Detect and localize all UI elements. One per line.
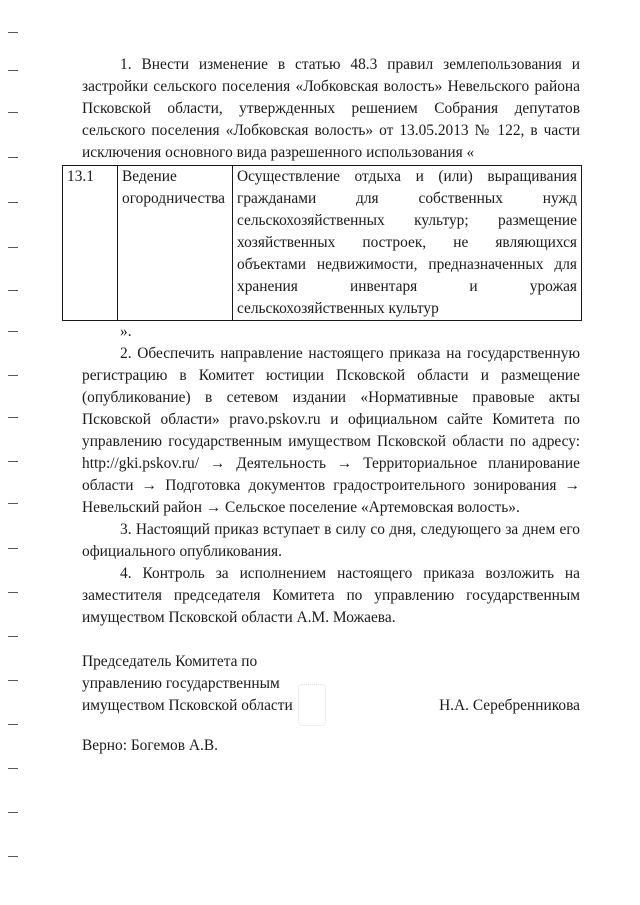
margin-tick	[8, 417, 18, 418]
signer-name: Н.А. Серебренникова	[439, 697, 580, 714]
use-code-cell: 13.1	[63, 166, 118, 321]
margin-tick	[8, 503, 18, 504]
margin-tick	[8, 112, 18, 113]
margin-tick	[8, 856, 18, 857]
margin-tick	[8, 636, 18, 637]
margin-tick	[8, 812, 18, 813]
table-row	[63, 166, 582, 321]
margin-tick	[8, 724, 18, 725]
margin-tick	[8, 247, 18, 248]
margin-tick	[8, 680, 18, 681]
document-body	[67, 54, 580, 629]
margin-tick	[8, 461, 18, 462]
margin-tick	[8, 548, 18, 549]
item-1-closing-quote: ».	[120, 323, 132, 340]
faint-stamp-mark	[298, 684, 326, 726]
use-description-cell: Осуществление отдыха и (или) выращивания гражданами для собственных нужд сельскохозяйственных культур; размещение хозяйственных построек, не являющихся объектами недвижимости, предназначенных для хранения инвентаря и урожая сельскохозяйственных культур	[233, 166, 582, 321]
margin-tick	[8, 768, 18, 769]
margin-tick	[8, 70, 18, 71]
item-2-paragraph: 2. Обеспечить направление настоящего приказа на государственную регистрацию в Комитет юстиции Псковской области и размещение (опубликование) в сетевом издании «Нормативные правовые акты Псковской области» pravo.pskov.ru и официальном сайте Комитета по управлению государственным имуществом Псковской области по адресу: http://gki.pskov.ru/ → Деятельность → Территориальное планирование области → Подготовка документов градостроительного зонирования → Невельский район → Сельское поселение «Артемовская волость».	[82, 345, 580, 516]
margin-tick	[8, 375, 18, 376]
margin-tick	[8, 331, 18, 332]
item-3-paragraph: 3. Настоящий приказ вступает в силу со дня, следующего за днем его официального опубликования.	[82, 521, 580, 560]
margin-tick	[8, 592, 18, 593]
margin-tick	[8, 290, 18, 291]
margin-tick	[8, 157, 18, 158]
signature-block	[82, 651, 580, 717]
margin-tick	[8, 32, 18, 33]
signer-position-line-1: Председатель Комитета по	[82, 653, 258, 670]
signer-position-line-2: управлению государственным	[82, 675, 280, 692]
use-name-cell: Ведение огородничества	[118, 166, 233, 321]
signer-position-line-3: имуществом Псковской области	[82, 697, 293, 714]
item-4-paragraph: 4. Контроль за исполнением настоящего приказа возложить на заместителя председателя Комитета по управлению государственным имуществом Псковской области А.М. Можаева.	[82, 565, 580, 626]
item-1-paragraph: 1. Внести изменение в статью 48.3 правил землепользования и застройки сельского поселения «Лобковская волость» Невельского района Псковской области, утвержденных решением Собрания депутатов сельского поселения «Лобковская волость» от 13.05.2013 № 122, в части исключения основного вида разрешенного использования «	[82, 56, 580, 161]
certified-copy-note: Верно: Богемов А.В.	[82, 737, 218, 754]
margin-tick	[8, 202, 18, 203]
land-use-table	[62, 165, 582, 321]
